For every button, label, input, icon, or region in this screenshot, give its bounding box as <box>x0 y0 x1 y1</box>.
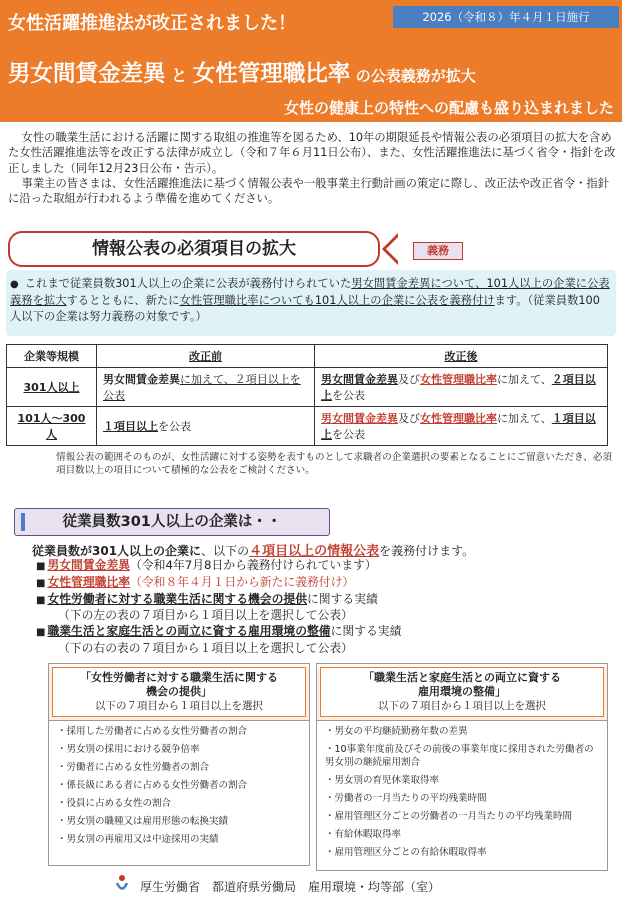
table-cell-before: 男女間賃金差異に加えて、２項目以上を公表 <box>97 368 315 407</box>
table-header: 企業等規模 <box>7 345 97 368</box>
section2-lead: 従業員数が301人以上の企業に、以下の４項目以上の情報公表を義務付けます。 <box>32 544 475 559</box>
section1-text: ● これまで従業員数301人以上の企業に公表が義務付けられていた男女間賃金差異について、101人以上の企業に公表義務を拡大するとともに、新たに女性管理職比率についても101人以上の企業に公表を義務付けます。（従業員数100人以下の企業は努力義務の対象です。） <box>10 277 610 323</box>
list-item: ・男女の平均継続勤務年数の差異 <box>325 726 468 737</box>
table-header: 改正後 <box>315 345 608 368</box>
section2-title: 従業員数301人以上の企業は・・ <box>62 514 282 530</box>
list-item: ・有給休暇取得率 <box>325 829 402 840</box>
table-header: 改正前 <box>97 345 315 368</box>
table-cell-size: 301人以上 <box>7 368 97 407</box>
header-mgmt-ratio: 女性管理職比率 <box>192 61 351 87</box>
list-item: ・男女別の職種又は雇用形態の転換実績 <box>57 816 229 827</box>
header-wage-gap: 男女間賃金差異 <box>8 61 166 87</box>
intro-paragraph-2: 事業主の皆さまは、女性活躍推進法に基づく情報公表や一般事業主行動計画の策定に際し、改正法や改正省令・指針に沿った取組が行われるよう準備を進めてください。 <box>8 176 609 206</box>
list-item: ・男女別の再雇用又は中途採用の実績 <box>57 834 219 845</box>
list-item: ・男女別の育児休業取得率 <box>325 775 440 786</box>
list-item: ・係長級にある者に占める女性労働者の割合 <box>57 780 248 791</box>
header-line2 <box>8 56 476 88</box>
list-item: ・採用した労働者に占める女性労働者の割合 <box>57 726 248 737</box>
table-cell-before: １項目以上を公表 <box>97 407 315 446</box>
header-banner <box>0 0 622 122</box>
section2-items <box>36 558 596 657</box>
effective-date-badge: 2026（令和８）年４月１日施行 <box>393 6 619 28</box>
box-header: 「女性労働者に対する職業生活に関する 機会の提供」 以下の７項目から１項目以上を選択 <box>49 667 309 721</box>
box-header: 「職業生活と家庭生活との両立に資する 雇用環境の整備」 以下の７項目から１項目以上を選択 <box>317 667 607 721</box>
intro-paragraph-1: 女性の職業生活における活躍に関する取組の推進等を図るため、10年の期限延長や情報公表の必須項目の拡大を含めた女性活躍推進法等を改正する法律が成立し（令和７年６月11日公布）、また、女性活躍推進法に基づく省令・指針を改正しました（同年12月23日公布・告示）。 <box>8 131 616 175</box>
intro-text <box>8 130 616 206</box>
header-line3: 女性の健康上の特性への配慮も盛り込まれました <box>283 99 614 117</box>
work-life-items-box <box>316 663 608 871</box>
square-bullet-icon: ■ <box>36 577 46 589</box>
section2-header <box>14 508 330 536</box>
list-item: ■ 女性労働者に対する職業生活に関する機会の提供に関する実績 <box>36 591 378 606</box>
header-line1: 女性活躍推進法が改正されました！ <box>8 13 296 34</box>
list-item: ・役員に占める女性の割合 <box>57 798 172 809</box>
header-tail: の公表義務が拡大 <box>355 67 476 85</box>
list-item: ・10事業年度前及びその前後の事業年度に採用された労働者の男女別の継続雇用割合 <box>325 744 594 768</box>
table-header-row <box>7 345 608 368</box>
work-life-item-list <box>317 721 607 859</box>
list-item: ■ 女性管理職比率（令和８年４月１日から新たに義務付け） <box>36 574 355 589</box>
list-item: ・雇用管理区分ごとの労働者の一月当たりの平均残業時間 <box>325 811 573 822</box>
list-item: ・労働者に占める女性労働者の割合 <box>57 762 210 773</box>
section1-title: 情報公表の必須項目の拡大 <box>92 239 296 259</box>
square-bullet-icon: ■ <box>36 561 46 572</box>
table-row <box>7 368 608 407</box>
footer-text: 厚生労働省 都道府県労働局 雇用環境・均等部（室） <box>140 880 441 894</box>
section1-header <box>8 231 380 267</box>
opportunity-item-list <box>49 721 309 846</box>
list-item-note: （下の左の表の７項目から１項目以上を選択して公表） <box>58 608 353 623</box>
list-item: ・労働者の一月当たりの平均残業時間 <box>325 793 487 804</box>
list-item-note: （下の右の表の７項目から１項目以上を選択して公表） <box>58 640 353 655</box>
list-item: ■ 男女間賃金差異（令和4年7月8日から義務付けられています） <box>36 558 377 572</box>
table-note: 情報公表の範囲そのものが、女性活躍に対する姿勢を表すものとして求職者の企業選択の要素となることにご留意いただき、必須項目数以上の項目について積極的な公表をご検討ください。 <box>56 452 613 476</box>
table-cell-size: 101人～300人 <box>7 407 97 446</box>
list-item: ・男女別の採用における競争倍率 <box>57 744 200 755</box>
table-cell-after: 男女間賃金差異及び女性管理職比率に加えて、２項目以上を公表 <box>315 368 608 407</box>
arrow-left-icon-inner <box>386 237 398 261</box>
header-conj: と <box>171 66 188 85</box>
square-bullet-icon: ■ <box>36 594 46 606</box>
obligation-tag: 義務 <box>413 242 463 260</box>
list-item: ■ 職業生活と家庭生活との両立に資する雇用環境の整備に関する実績 <box>36 624 402 639</box>
list-item: ・雇用管理区分ごとの有給休暇取得率 <box>325 847 487 858</box>
table-cell-after: 男女間賃金差異及び女性管理職比率に加えて、１項目以上を公表 <box>315 407 608 446</box>
table-row <box>7 407 608 446</box>
comparison-table <box>6 344 608 446</box>
opportunity-items-box <box>48 663 310 866</box>
square-bullet-icon: ■ <box>36 627 46 639</box>
bullet-icon: ● <box>10 279 19 290</box>
